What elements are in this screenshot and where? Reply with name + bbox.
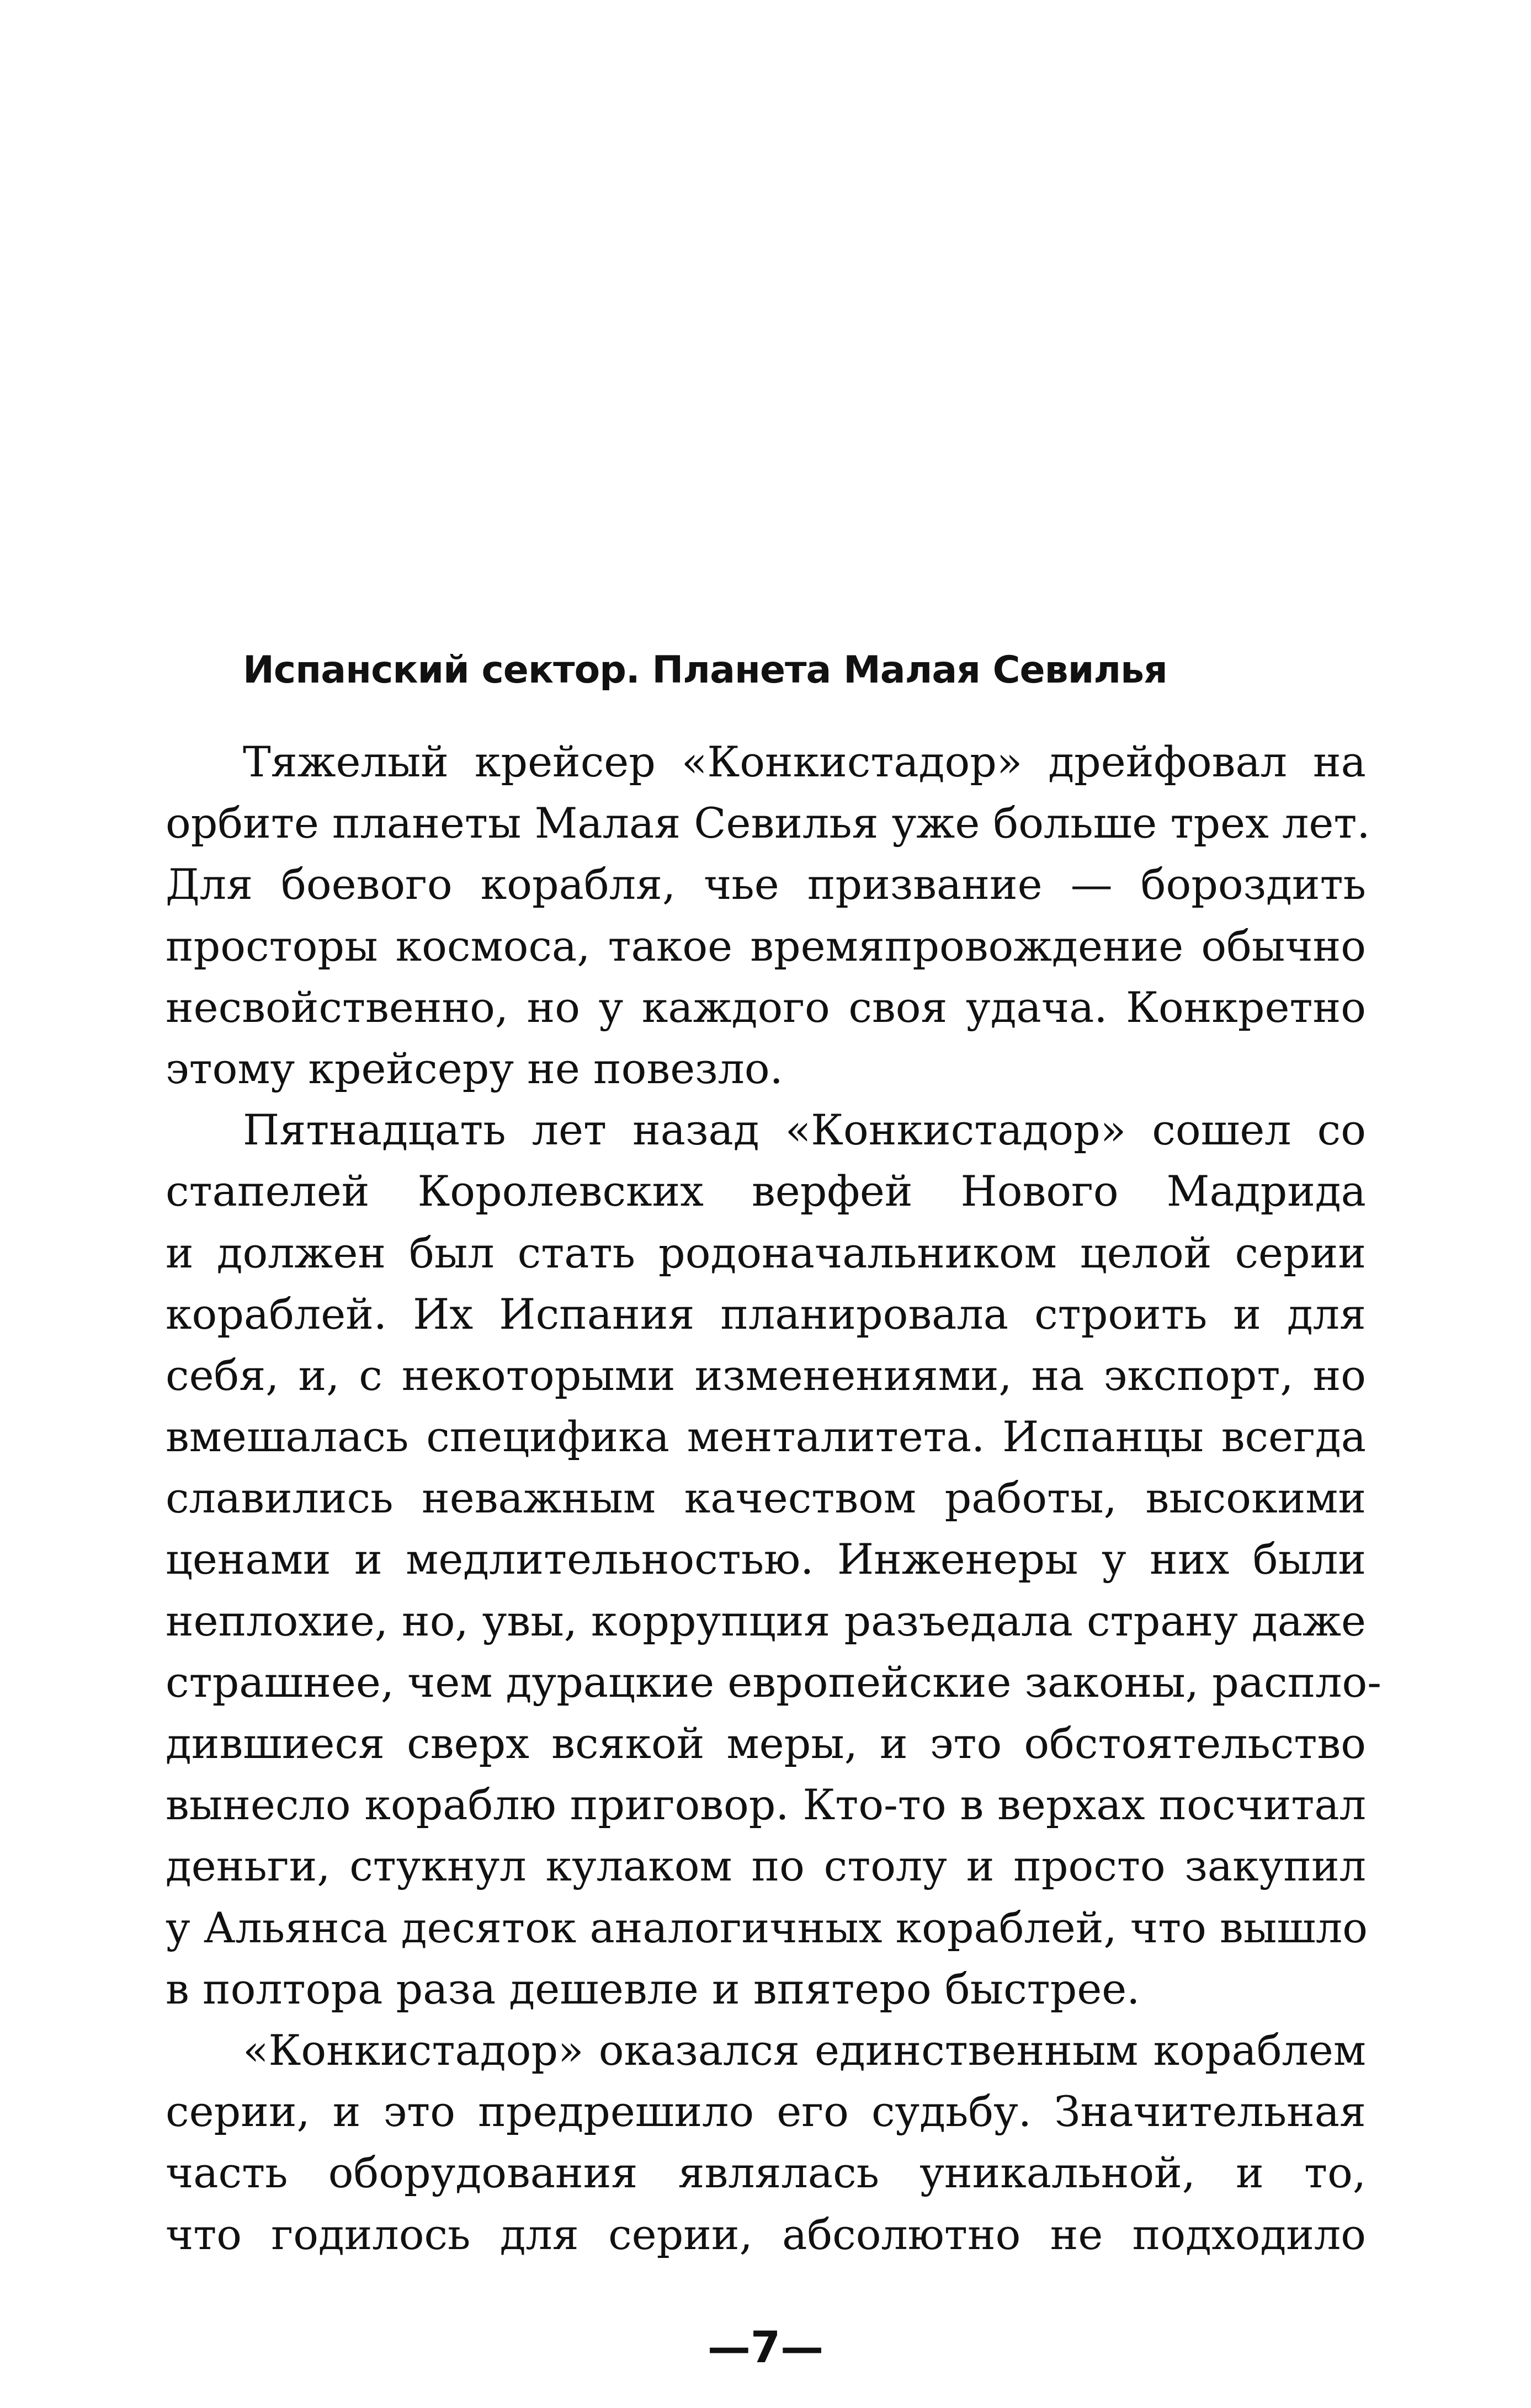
text-line: кораблей. Их Испания планировала строить и для [166,1289,1366,1339]
text-line: Тяжелый крейсер «Конкистадор» дрейфовал на [243,737,1366,786]
text-line: в полтора раза дешевле и впятеро быстрее. [166,1964,1140,2013]
text-line: славились неважным качеством работы, высокими [166,1473,1366,1523]
text-line: страшнее, чем дурацкие европейские законы, распло- [166,1657,1381,1707]
text-line: вынесло кораблю приговор. Кто-то в верхах посчитал [166,1780,1366,1830]
text-line: часть оборудования являлась уникальной, и то, [166,2148,1366,2198]
text-line: Для боевого корабля, чье призвание — бороздить [166,860,1366,909]
body-text [166,731,1381,2265]
text-line: дившиеся сверх всякой меры, и это обстоятельство [166,1719,1366,1768]
text-line: несвойственно, но у каждого своя удача. Конкретно [166,982,1366,1032]
text-line: у Альянса десяток аналогичных кораблей, что вышло [166,1903,1368,1952]
page-number: —7— [707,2323,824,2373]
text-line: и должен был стать родоначальником целой серии [166,1228,1366,1277]
text-line: что годилось для серии, абсолютно не подходило [166,2209,1366,2259]
text-line: «Конкистадор» оказался единственным кораблем [243,2025,1366,2075]
text-line: орбите планеты Малая Севилья уже больше трех лет. [166,798,1370,848]
text-line: просторы космоса, такое времяпровождение обычно [166,921,1366,971]
chapter-heading: Испанский сектор. Планета Малая Севилья [243,648,1167,692]
text-line: себя, и, с некоторыми изменениями, на экспорт, но [166,1350,1366,1400]
text-line: Пятнадцать лет назад «Конкистадор» сошел со [243,1105,1366,1155]
text-line: серии, и это предрешило его судьбу. Значительная [166,2087,1366,2137]
text-line: стапелей Королевских верфей Нового Мадрида [166,1166,1366,1216]
text-line: деньги, стукнул кулаком по столу и просто закупил [166,1841,1366,1891]
text-line: ценами и медлительностью. Инженеры у них были [166,1535,1366,1584]
text-line: вмешалась специфика менталитета. Испанцы всегда [166,1412,1366,1462]
text-line: этому крейсеру не повезло. [166,1043,783,1093]
text-line: неплохие, но, увы, коррупция разъедала страну даже [166,1596,1366,1645]
